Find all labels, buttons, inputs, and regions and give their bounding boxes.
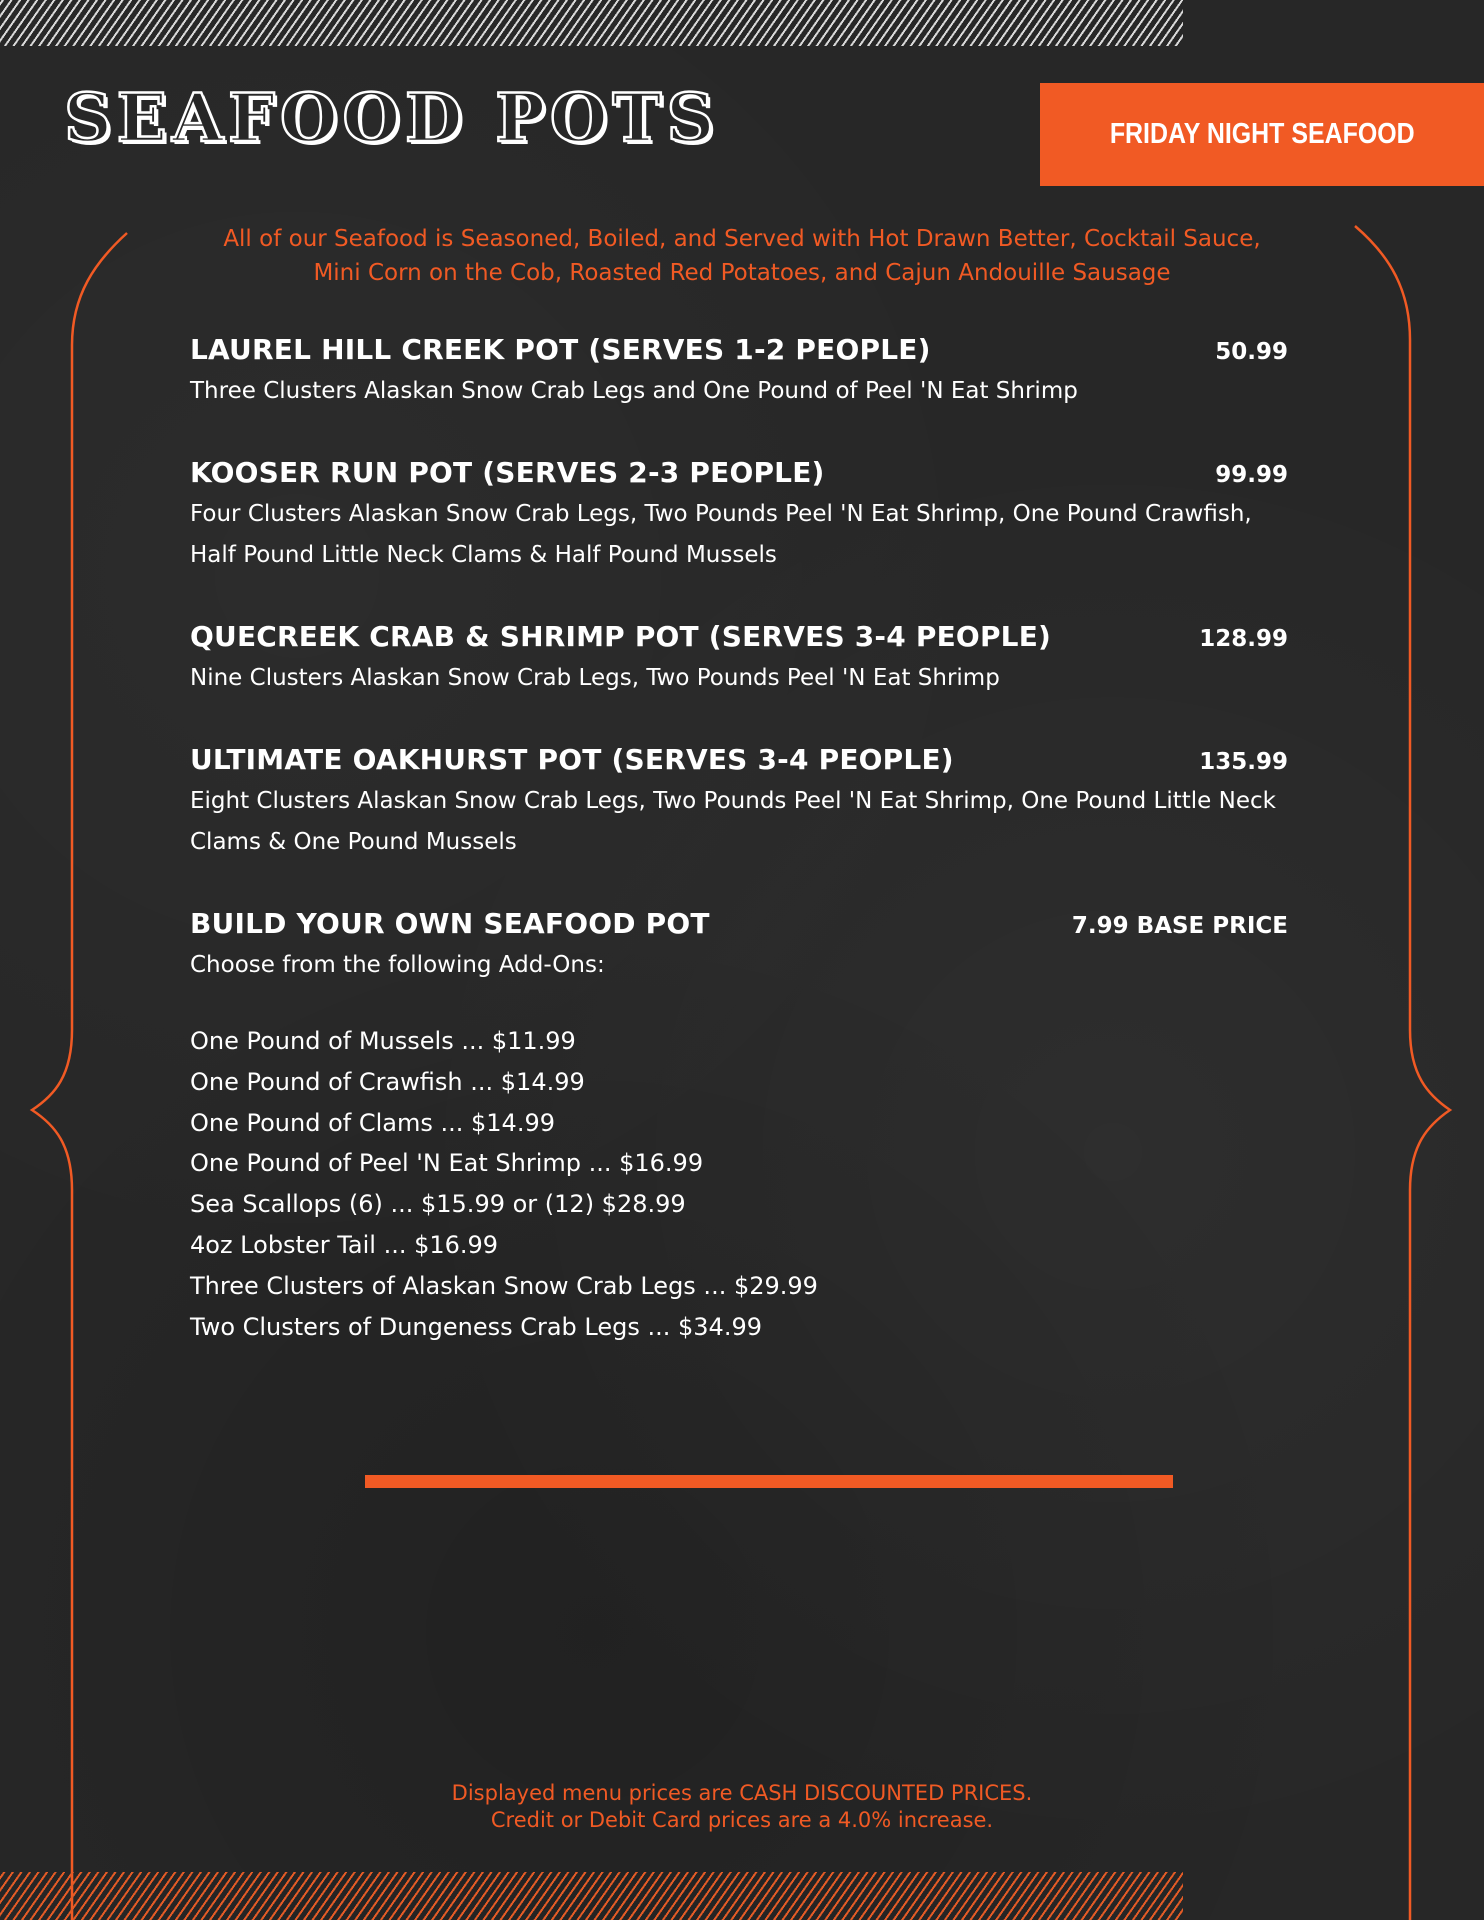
item-price: 7.99 BASE PRICE bbox=[1071, 913, 1288, 939]
item-name: BUILD YOUR OWN SEAFOOD POT bbox=[190, 907, 710, 940]
item-name: LAUREL HILL CREEK POT (SERVES 1-2 PEOPLE) bbox=[190, 333, 931, 366]
item-description-line: Half Pound Little Neck Clams & Half Pound Mussels bbox=[190, 542, 777, 568]
intro-note bbox=[130, 222, 1354, 290]
addon-item: One Pound of Mussels ... $11.99 bbox=[190, 1027, 576, 1055]
addon-item: One Pound of Clams ... $14.99 bbox=[190, 1108, 555, 1137]
menu-item bbox=[190, 742, 1288, 863]
pricing-footnote bbox=[300, 1780, 1184, 1834]
section-divider bbox=[365, 1475, 1173, 1488]
item-price: 50.99 bbox=[1215, 339, 1288, 365]
item-description-line: Clams & One Pound Mussels bbox=[190, 829, 517, 855]
addon-item: Three Clusters of Alaskan Snow Crab Legs ... $29.99 bbox=[190, 1271, 818, 1300]
item-name: QUECREEK CRAB & SHRIMP POT (SERVES 3-4 PEOPLE) bbox=[190, 620, 1052, 653]
item-description: Nine Clusters Alaskan Snow Crab Legs, Two Pounds Peel 'N Eat Shrimp bbox=[190, 665, 1000, 691]
item-price: 99.99 bbox=[1215, 462, 1288, 488]
addon-item: Two Clusters of Dungeness Crab Legs ... $34.99 bbox=[190, 1312, 762, 1341]
bottom-hatch-border bbox=[0, 1872, 1183, 1920]
item-name: ULTIMATE OAKHURST POT (SERVES 3-4 PEOPLE) bbox=[190, 743, 954, 776]
addon-item: 4oz Lobster Tail ... $16.99 bbox=[190, 1230, 499, 1259]
menu-item bbox=[190, 332, 1288, 412]
item-description bbox=[190, 494, 1288, 576]
item-price: 135.99 bbox=[1199, 749, 1288, 775]
item-name: KOOSER RUN POT (SERVES 2-3 PEOPLE) bbox=[190, 456, 825, 489]
addon-item: Sea Scallops (6) ... $15.99 or (12) $28.99 bbox=[190, 1190, 686, 1219]
item-description bbox=[190, 781, 1288, 863]
item-description: Choose from the following Add-Ons: bbox=[190, 952, 605, 978]
intro-line: All of our Seafood is Seasoned, Boiled, and Served with Hot Drawn Better, Cocktail Sauce, bbox=[223, 226, 1261, 252]
addon-item: One Pound of Peel 'N Eat Shrimp ... $16.99 bbox=[190, 1149, 704, 1178]
day-banner-label: FRIDAY NIGHT SEAFOOD bbox=[1109, 118, 1415, 150]
item-description: Three Clusters Alaskan Snow Crab Legs and One Pound of Peel 'N Eat Shrimp bbox=[190, 378, 1078, 404]
intro-line: Mini Corn on the Cob, Roasted Red Potatoes, and Cajun Andouille Sausage bbox=[313, 260, 1171, 286]
item-price: 128.99 bbox=[1199, 626, 1288, 652]
menu-items bbox=[190, 332, 1288, 1390]
addon-item: One Pound of Crawfish ... $14.99 bbox=[190, 1067, 585, 1096]
item-description-line: Four Clusters Alaskan Snow Crab Legs, Two Pounds Peel 'N Eat Shrimp, One Pound Crawfish, bbox=[190, 501, 1252, 527]
menu-item bbox=[190, 619, 1288, 699]
page-title: SEAFOOD POTS bbox=[64, 79, 720, 157]
item-description-line: Eight Clusters Alaskan Snow Crab Legs, Two Pounds Peel 'N Eat Shrimp, One Pound Little Neck bbox=[190, 788, 1276, 814]
footnote-line: Displayed menu prices are CASH DISCOUNTED PRICES. bbox=[451, 1781, 1033, 1805]
build-your-own-item bbox=[190, 906, 1288, 1347]
footnote-line: Credit or Debit Card prices are a 4.0% increase. bbox=[490, 1808, 994, 1832]
menu-item bbox=[190, 455, 1288, 576]
addon-list bbox=[190, 1021, 1288, 1347]
